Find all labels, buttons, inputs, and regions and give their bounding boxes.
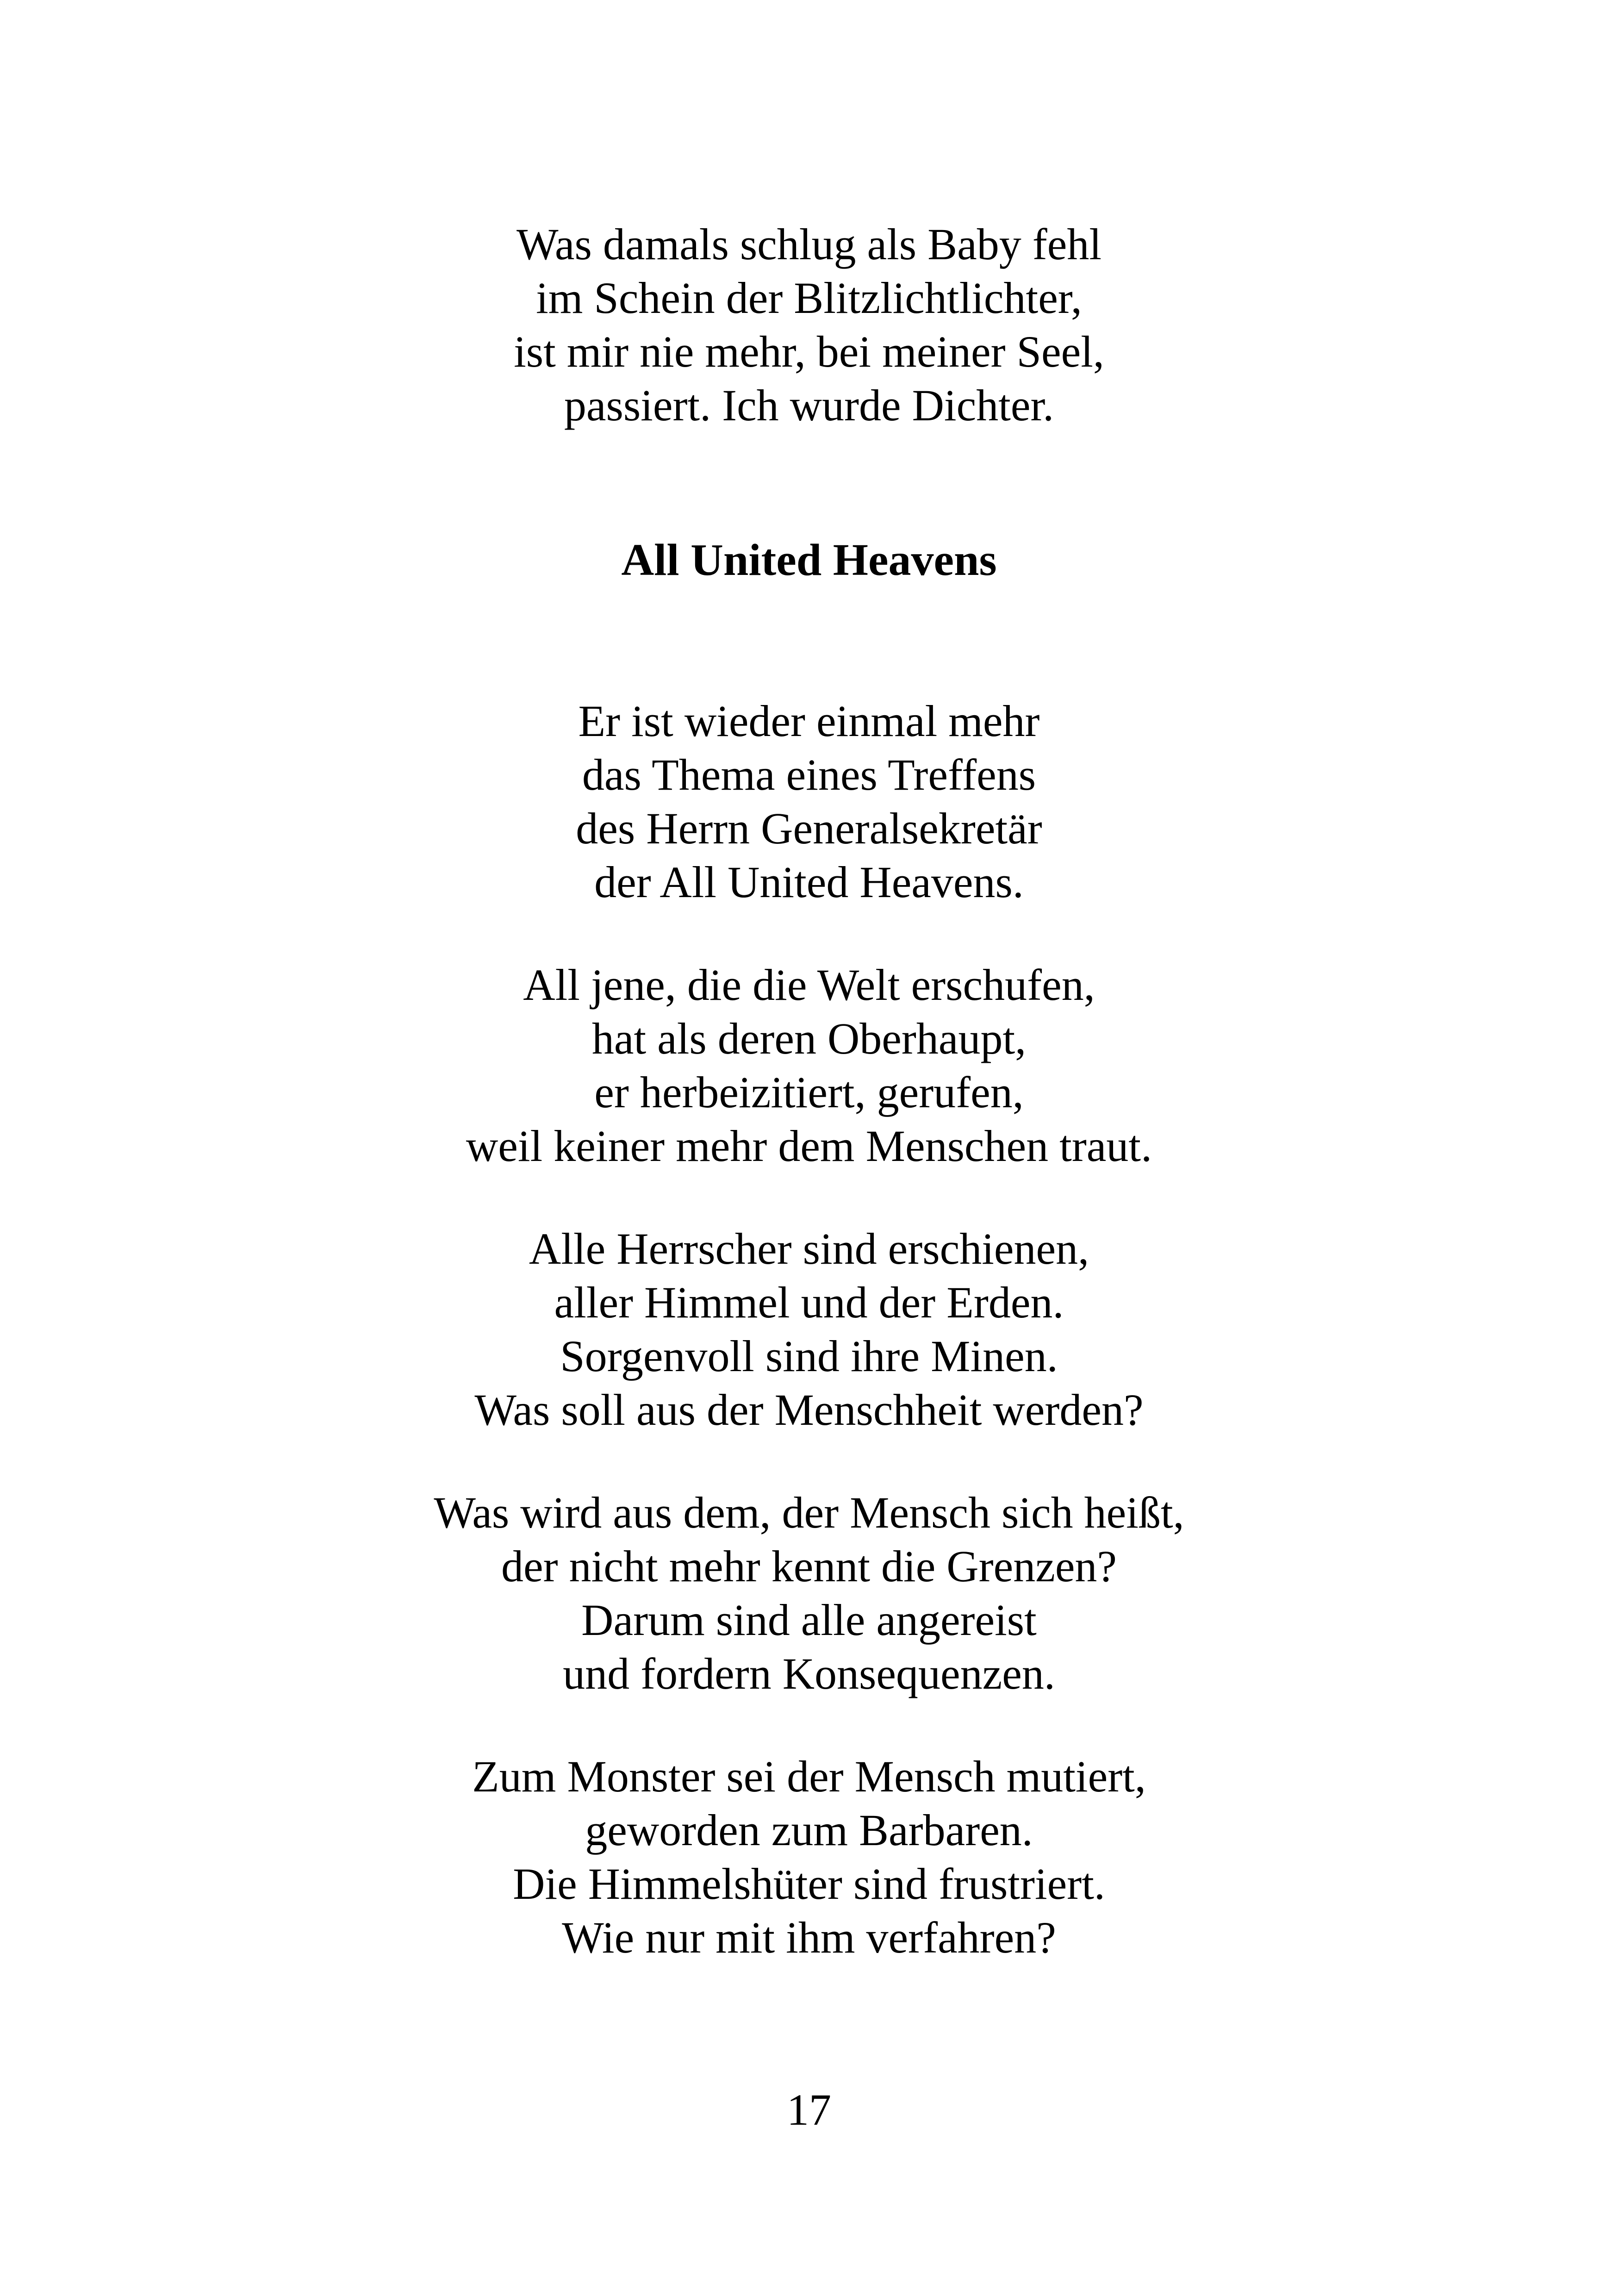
verse-line: Zum Monster sei der Mensch mutiert, xyxy=(472,1752,1146,1801)
verse-line: hat als deren Oberhaupt, xyxy=(591,1014,1027,1063)
verse-line: der nicht mehr kennt die Grenzen? xyxy=(501,1541,1117,1591)
poem-stanza-3 xyxy=(0,1222,1618,1437)
verse-line: Sorgenvoll sind ihre Minen. xyxy=(560,1331,1058,1381)
verse-line: weil keiner mehr dem Menschen traut. xyxy=(466,1121,1152,1171)
poem-title: All United Heavens xyxy=(621,535,997,585)
intro-stanza xyxy=(0,218,1618,432)
poem-stanza-4 xyxy=(0,1486,1618,1701)
verse-line: geworden zum Barbaren. xyxy=(585,1805,1033,1855)
verse-line: Alle Herrscher sind erschienen, xyxy=(529,1224,1089,1273)
verse-line: ist mir nie mehr, bei meiner Seel, xyxy=(514,327,1104,376)
poem-stanza-5 xyxy=(0,1750,1618,1965)
verse-line: er herbeizitiert, gerufen, xyxy=(594,1067,1024,1117)
verse-line: Was wird aus dem, der Mensch sich heißt, xyxy=(434,1488,1184,1537)
poem-stanza-2 xyxy=(0,958,1618,1173)
verse-line: das Thema eines Treffens xyxy=(582,750,1036,799)
verse-line: Wie nur mit ihm verfahren? xyxy=(562,1913,1056,1962)
poem-stanza-1 xyxy=(0,694,1618,909)
verse-line: Er ist wieder einmal mehr xyxy=(578,696,1040,746)
verse-line: Die Himmelshüter sind frustriert. xyxy=(513,1859,1105,1909)
verse-line: Was damals schlug als Baby fehl xyxy=(517,219,1101,269)
verse-line: und fordern Konsequenzen. xyxy=(563,1649,1055,1698)
verse-line: Darum sind alle angereist xyxy=(581,1595,1037,1645)
verse-line: Was soll aus der Menschheit werden? xyxy=(474,1385,1144,1435)
verse-line: aller Himmel und der Erden. xyxy=(554,1278,1064,1327)
verse-line: All jene, die die Welt erschufen, xyxy=(523,960,1095,1010)
verse-line: passiert. Ich wurde Dichter. xyxy=(564,381,1054,430)
verse-line: des Herrn Generalsekretär xyxy=(576,804,1042,853)
verse-line: der All United Heavens. xyxy=(594,857,1024,907)
verse-line: im Schein der Blitzlichtlichter, xyxy=(536,273,1082,323)
page-number: 17 xyxy=(787,2085,831,2134)
